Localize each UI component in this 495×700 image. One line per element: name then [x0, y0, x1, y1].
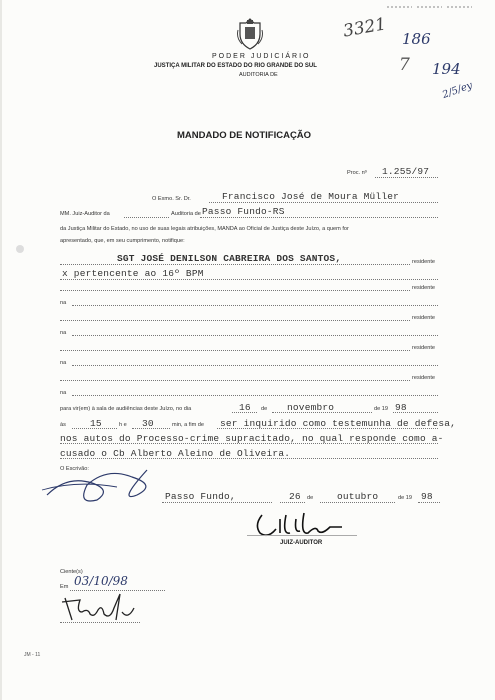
body-text-2: apresentado, que, em seu cumprimento, notifique:: [60, 238, 185, 244]
hearing-de-1: de: [261, 406, 268, 412]
judge-signature: [252, 505, 352, 543]
hearing-de-2: de 19: [374, 406, 388, 412]
ciente-label: Ciente(s): [60, 569, 83, 575]
annotation-margin-note: 2/5/ey: [441, 80, 474, 101]
date-city: Passo Fundo,: [165, 491, 236, 502]
hearing-as: às: [60, 422, 66, 428]
form-code: JM - 11: [24, 652, 41, 658]
header-org: PODER JUDICIÁRIO: [212, 53, 311, 60]
judge-line-place: Passo Fundo-RS: [202, 206, 285, 217]
escrivao-label: O Escrivão:: [60, 466, 89, 472]
notified-residente-2: residente: [412, 285, 436, 291]
header-auditoria: AUDITORIA DE: [239, 72, 278, 78]
hearing-year: 98: [395, 402, 407, 413]
hearing-prefix: para vir(em) à sala de audiências deste Juízo, no dia: [60, 406, 192, 412]
addressee-name: Francisco José de Moura Müller: [222, 191, 400, 202]
addressee-prefix: O Exmo. Sr. Dr.: [152, 196, 191, 202]
notified-line2: x pertencente ao 16º BPM: [62, 268, 204, 279]
hearing-purpose-2: nos autos do Processo-crime supracitado, no qual responde como a-: [60, 433, 444, 444]
notified-na-2: na: [60, 330, 67, 336]
date-year: 98: [421, 491, 433, 502]
date-de-2: de 19: [398, 495, 412, 501]
date-de-1: de: [307, 495, 314, 501]
escrivao-signature: [37, 455, 167, 505]
signature-label: JUIZ-AUDITOR: [280, 540, 323, 546]
header-court: JUSTIÇA MILITAR DO ESTADO DO RIO GRANDE DO SUL: [154, 63, 317, 69]
ciente-em: Em: [60, 584, 69, 590]
ciente-date: 03/10/98: [74, 574, 128, 588]
notified-residente-1: residente: [412, 259, 436, 265]
coat-of-arms-emblem: [236, 18, 264, 50]
stamp-marks: [382, 2, 482, 32]
hearing-purpose-1: ser inquirido como testemunha de defesa,: [220, 418, 457, 429]
hearing-month: novembro: [287, 402, 335, 413]
notified-na-3: na: [60, 360, 67, 366]
ciente-signature: [60, 590, 150, 625]
date-month: outubro: [337, 491, 379, 502]
annotation-number-186: 186: [402, 30, 431, 48]
hearing-minutes: 30: [142, 418, 154, 429]
annotation-number-7: 7: [399, 55, 410, 75]
body-text-1: da Justiça Militar do Estado, no uso de suas legais atribuições, MANDA ao Oficial de Justiça deste Juízo, a quem for: [60, 226, 349, 232]
hearing-purpose-3: cusado o Cb Alberto Aleino de Oliveira.: [60, 448, 291, 459]
judge-line-prefix: MM. Juiz-Auditor da: [60, 211, 110, 217]
annotation-stamp-number: 3321: [341, 14, 388, 42]
hearing-day: 16: [239, 402, 251, 413]
punch-hole-mark: [16, 245, 24, 253]
notified-na-1: na: [60, 300, 67, 306]
proc-label: Proc. nº: [347, 170, 367, 176]
document-title: MANDADO DE NOTIFICAÇÃO: [177, 130, 312, 141]
notified-residente-3: residente: [412, 315, 436, 321]
annotation-number-194: 194: [432, 60, 461, 78]
hearing-hour: 15: [90, 418, 102, 429]
proc-value: 1.255/97: [382, 166, 430, 177]
notified-name: SGT JOSÉ DENILSON CABREIRA DOS SANTOS,: [117, 253, 342, 264]
notified-na-4: na: [60, 390, 67, 396]
judge-line-auditoria: Auditoria de: [171, 211, 201, 217]
notified-residente-5: residente: [412, 375, 436, 381]
hearing-min-text: min, a fim de: [172, 422, 205, 428]
date-day: 26: [289, 491, 301, 502]
notified-residente-4: residente: [412, 345, 436, 351]
hearing-h: h e: [119, 422, 127, 428]
